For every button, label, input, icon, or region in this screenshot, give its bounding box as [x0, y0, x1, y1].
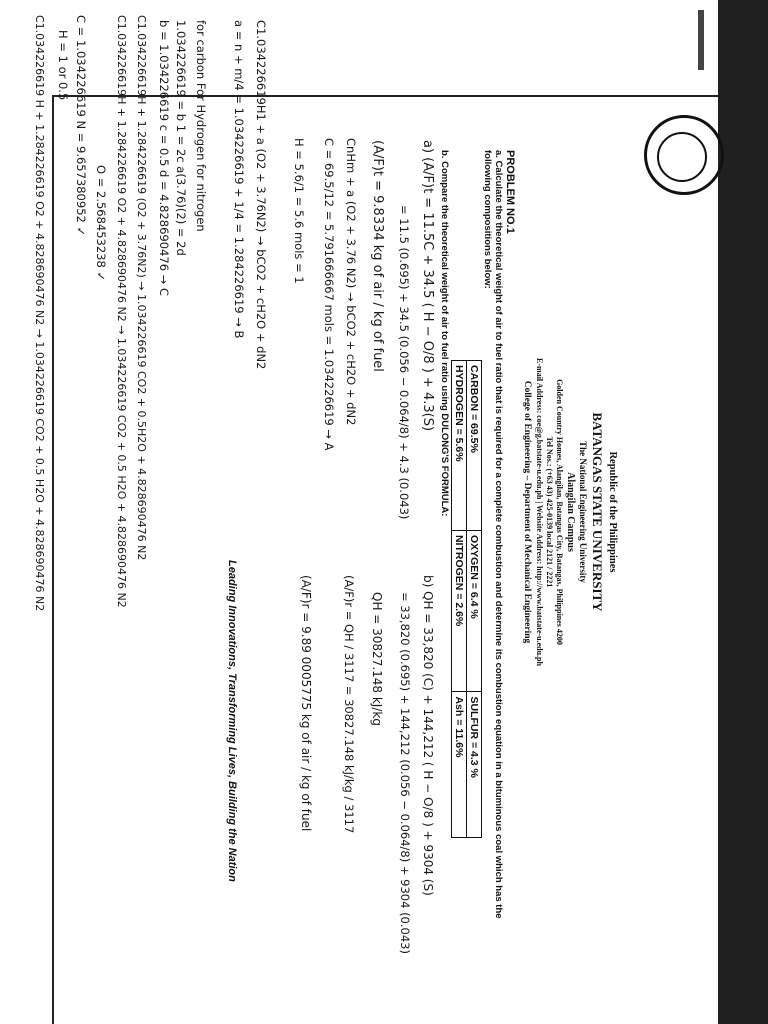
table-row	[452, 361, 467, 838]
carbon-nitrogen-check: C = 1.034226619 N = 9.657380952 ✓	[74, 15, 88, 237]
header-campus: Alangilan Campus	[565, 472, 576, 552]
formula-b-ratio: (A/F)r = QH / 3117 = 30827.148 kJ/kg / 3117	[342, 575, 356, 834]
table-cell-nitrogen: NITROGEN = 2.6%	[452, 530, 467, 692]
oxygen-check: O = 2.568453238 ✓	[94, 165, 108, 282]
header-address: Golden Country Homes, Alangilan, Batangas City, Batangas, Philippines 4200	[555, 379, 564, 645]
table-row	[467, 361, 482, 838]
formula-a-substitution: = 11.5 (0.695) + 34.5 (0.056 − 0.064/8) + 4.3 (0.043)	[397, 205, 411, 520]
table-cell-hydrogen: HYDROGEN = 5.6%	[452, 361, 467, 531]
problem-title: PROBLEM NO.1	[504, 150, 516, 234]
header-email: E-mail Address: coe@g.batstate-u.edu.ph | Website Address: http://www.batstate-u.edu.ph	[535, 358, 544, 666]
final-combustion-equation: C1.034226619 H + 1.284226619 O2 + 4.828690476 N2 → 1.034226619 CO2 + 0.5 H2O + 4.828690476 N2	[33, 15, 46, 612]
header-tagline: The National Engineering University	[578, 441, 588, 583]
hydrogen-check: H = 1 or 0.5	[56, 30, 70, 101]
fuel-combustion-equation: C1.034226619H1 + a (O2 + 3.76N2) → bCO2 + cH2O + dN2	[254, 20, 268, 370]
combustion-equation-expanded: C1.034226619H + 1.284226619 (O2 + 3.76N2) → 1.034226619 CO2 + 0.5H2O + 4.828690476 N2	[135, 15, 148, 561]
table-cell-ash: Ash = 11.6%	[452, 692, 467, 838]
theoretical-oxygen-a: a = n + m/4 = 1.034226619 + 1/4 = 1.284226619 → B	[232, 20, 246, 339]
header-university: BATANGAS STATE UNIVERSITY	[590, 412, 605, 612]
hydrogen-moles: H = 5.6/1 = 5.6 mols = 1	[292, 138, 306, 284]
formula-a-dulong: a) (A/F)t = 11.5C + 34.5 ( H − O/8 ) + 4.3(S)	[420, 140, 435, 432]
header-republic: Republic of the Philippines	[607, 451, 618, 573]
balance-headings: for carbon For Hydrogen for nitrogen	[194, 20, 208, 232]
combustion-equation-check: C1.034226619H + 1.284226619 O2 + 4.828690476 N2 → 1.034226619 CO2 + 0.5 H2O + 4.828690476 N2	[115, 15, 128, 608]
header-tel: Tel Nos.: (+63 43) 425-0139 local 2121 / 2221	[545, 436, 554, 588]
carbon-moles: C = 69.5/12 = 5.791666667 mols = 1.034226619 → A	[322, 138, 336, 451]
table-cell-oxygen: OXYGEN = 6.4 %	[467, 530, 482, 692]
footer-slogan: Leading Innovations, Transforming Lives, Building the Nation	[226, 560, 238, 882]
formula-b-substitution: = 33,820 (0.695) + 144,212 (0.056 − 0.064/8) + 9304 (0.043)	[398, 592, 412, 954]
header-college: College of Engineering – Department of Mechanical Engineering	[522, 380, 532, 644]
general-combustion-equation: CnHm + a (O2 + 3.76 N2) → bCO2 + cH2O + dN2	[344, 138, 358, 426]
result-b-air-fuel: (A/F)r = 9.89 0005775 kg of air / kg of fuel	[299, 575, 313, 832]
result-a-air-fuel: (A/F)t = 9.8334 kg of air / kg of fuel	[370, 140, 385, 372]
table-cell-sulfur: SULFUR = 4.3 %	[467, 692, 482, 838]
balance-line-2: b = 1.034226619 c = 0.5 d = 4.828690476 → C	[157, 20, 171, 296]
formula-b-heating-value: b) QH = 33,820 (C) + 144,212 ( H − O/8 ) + 9304 (S)	[421, 575, 435, 896]
result-b-heating-value: QH = 30827.148 kJ/kg	[370, 592, 384, 726]
university-seal-logo	[644, 115, 724, 195]
balance-line-1: 1.034226619 = b 1 = 2c a(3.76)(2) = 2d	[174, 20, 188, 256]
problem-part-a: a. Calculate the theoretical weight of air to fuel ratio that is required for a complete combustion and determine its combustion equation in a bituminous coal which has the following compositions below:	[482, 150, 504, 919]
table-cell-carbon: CARBON = 69.5%	[467, 361, 482, 531]
problem-part-b: b. Compare the theoretical weight of air to fuel ratio using DULONG'S FORMULA:	[439, 150, 450, 517]
composition-table	[451, 360, 482, 838]
